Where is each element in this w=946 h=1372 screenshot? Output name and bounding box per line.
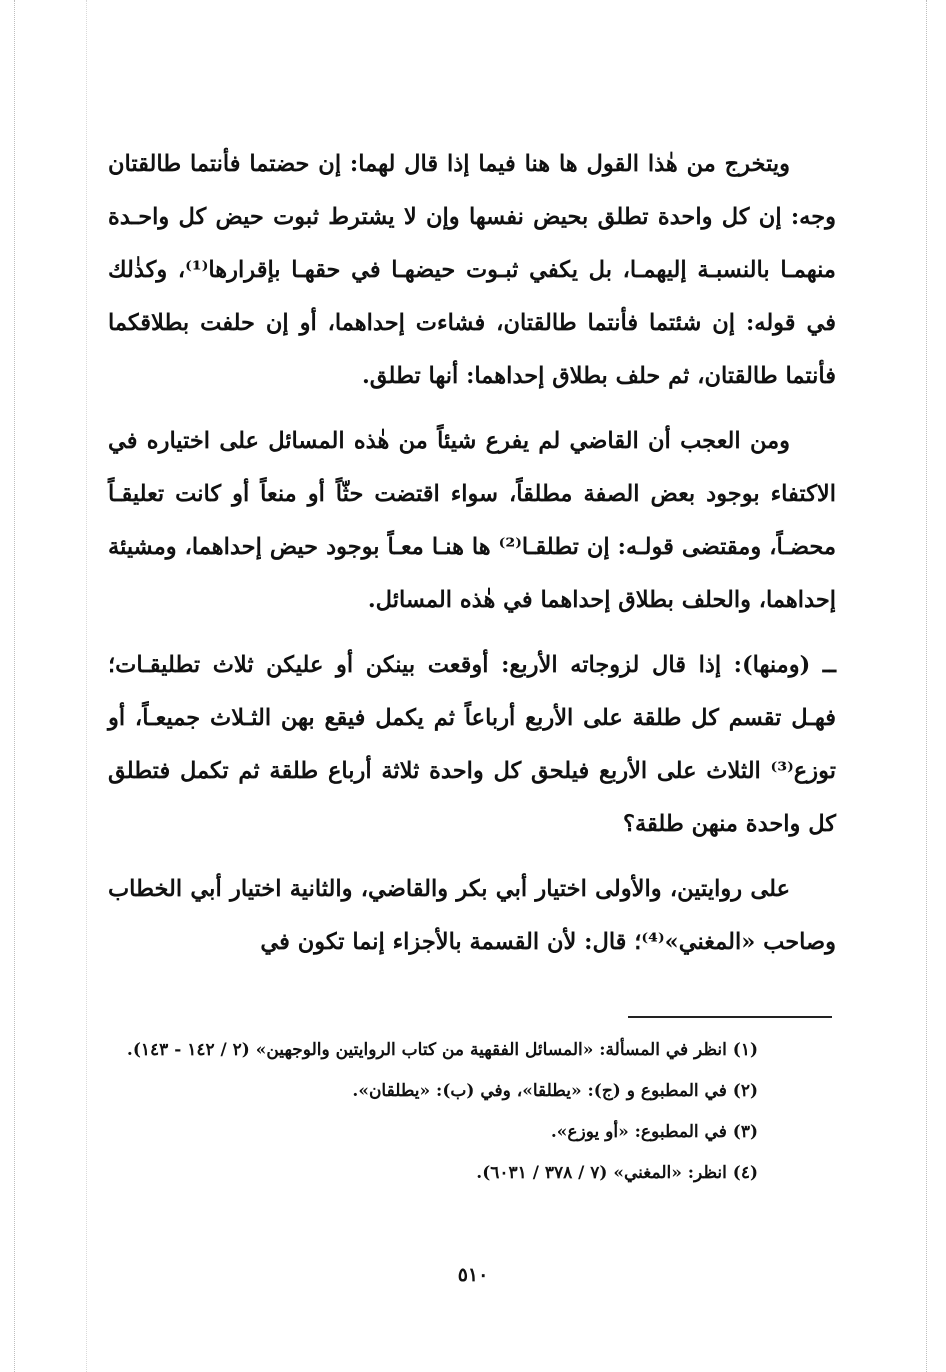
footnote-3: (٣) في المطبوع: «أو يوزع». [550,1122,758,1142]
scan-edge-right [926,0,927,1372]
paragraph-3: ــ (ومنها): إذا قال لزوجاته الأربع: أوقعت بينكن أو عليكن ثلاث تطليقـات؛ فهـل تقسم كل طلقة على الأربع أرباعاً ثم يكمل فيقع بهن الثـلاث جميعـاً، أو توزع⁽³⁾ الثلاث على الأربع فيلحق كل واحدة ثلاثة أرباع طلقة ثم تكمل فتطلق كل واحدة منهن طلقة؟ [108,652,836,837]
footnote-4: (٤) انظر: «المغني» (٧ / ٣٧٨ / ٦٠٣١). [476,1163,758,1183]
footnote-2: (٢) في المطبوع و (ج): «يطلقا»، وفي (ب): «يطلقان». [352,1081,758,1101]
main-text [108,138,836,981]
footnotes [108,1030,758,1194]
page-number: ٥١٠ [457,1264,489,1286]
scan-edge-left [14,0,15,1372]
footnote-separator [628,1016,832,1018]
paragraph-2: ومن العجب أن القاضي لم يفرع شيئاً من هٰذه المسائل على اختياره في الاكتفاء بوجود بعض الصفة مطلقاً، سواء اقتضت حثّاً أو منعاً أو كانت تعليقـاً محضـاً، ومقتضى قولـه: إن تطلقـا⁽²⁾ ها هنـا معـاً بوجود حيض إحداهما، ومشيئة إحداهما، والحلف بطلاق إحداهما في هٰذه المسائل. [108,428,836,613]
paragraph-4: على روايتين، والأولى اختيار أبي بكر والقاضي، والثانية اختيار أبي الخطاب وصاحب «المغني»⁽⁴⁾؛ قال: لأن القسمة بالأجزاء إنما تكون في [108,876,836,955]
footnote-1: (١) انظر في المسألة: «المسائل الفقهية من كتاب الروايتين والوجهين» (٢ / ١٤٢ - ١٤٣). [126,1040,758,1060]
scan-edge-inner [86,0,87,1372]
paragraph-1: ويتخرج من هٰذا القول ها هنا فيما إذا قال لهما: إن حضتما فأنتما طالقتان وجه: إن كل واحدة تطلق بحيض نفسها وإن لا يشترط ثبوت حيض كل واحـدة منهمـا بالنسبـة إليهمـا، بل يكفي ثبـوت حيضهـا في حقهـا بإقرارها⁽¹⁾، وكذٰلك في قوله: إن شئتما فأنتما طالقتان، فشاءت إحداهما، أو إن حلفت بطلاقكما فأنتما طالقتان، ثم حلف بطلاق إحداهما: أنها تطلق. [108,151,836,389]
